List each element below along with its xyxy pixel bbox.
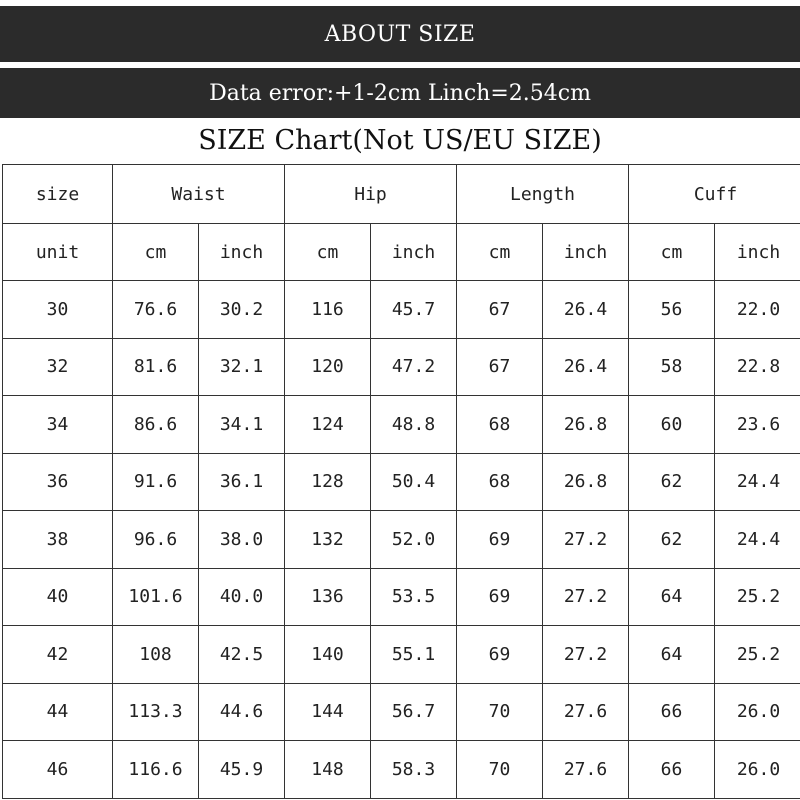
waist-inch-cell: 34.1 (199, 396, 285, 454)
table-row (3, 396, 800, 454)
hip-inch-cell: 52.0 (371, 511, 457, 569)
length-inch-cell: 27.2 (543, 511, 629, 569)
waist-cm-cell: 113.3 (113, 683, 199, 741)
cuff-inch-cell: 25.2 (715, 568, 800, 626)
waist-inch-cell: 42.5 (199, 626, 285, 684)
data-error-banner (0, 66, 800, 118)
unit-cell: cm (113, 224, 199, 281)
about-size-banner (0, 6, 800, 62)
hip-cm-cell: 144 (285, 683, 371, 741)
length-cm-cell: 70 (457, 683, 543, 741)
unit-cell: inch (543, 224, 629, 281)
cuff-inch-cell: 26.0 (715, 741, 800, 799)
hip-inch-cell: 56.7 (371, 683, 457, 741)
length-inch-cell: 27.2 (543, 626, 629, 684)
cuff-cm-cell: 62 (629, 511, 715, 569)
length-inch-cell: 26.8 (543, 396, 629, 454)
hip-inch-cell: 47.2 (371, 338, 457, 396)
cuff-inch-cell: 25.2 (715, 626, 800, 684)
hip-inch-cell: 48.8 (371, 396, 457, 454)
waist-cm-cell: 108 (113, 626, 199, 684)
length-cm-cell: 69 (457, 511, 543, 569)
waist-inch-cell: 32.1 (199, 338, 285, 396)
table-row (3, 683, 800, 741)
length-inch-cell: 26.4 (543, 338, 629, 396)
hip-inch-cell: 45.7 (371, 281, 457, 339)
cuff-inch-cell: 22.0 (715, 281, 800, 339)
waist-inch-cell: 30.2 (199, 281, 285, 339)
waist-cm-cell: 76.6 (113, 281, 199, 339)
waist-group-header: Waist (113, 165, 285, 224)
unit-cell: cm (629, 224, 715, 281)
waist-cm-cell: 116.6 (113, 741, 199, 799)
cuff-cm-cell: 64 (629, 626, 715, 684)
cuff-cm-cell: 64 (629, 568, 715, 626)
unit-cell: cm (285, 224, 371, 281)
waist-inch-cell: 36.1 (199, 453, 285, 511)
size-cell: 30 (3, 281, 113, 339)
cuff-inch-cell: 23.6 (715, 396, 800, 454)
waist-inch-cell: 40.0 (199, 568, 285, 626)
length-inch-cell: 26.4 (543, 281, 629, 339)
table-row (3, 453, 800, 511)
length-cm-cell: 70 (457, 741, 543, 799)
table-row (3, 741, 800, 799)
hip-inch-cell: 50.4 (371, 453, 457, 511)
length-cm-cell: 67 (457, 281, 543, 339)
length-group-header: Length (457, 165, 629, 224)
hip-cm-cell: 140 (285, 626, 371, 684)
size-cell: 36 (3, 453, 113, 511)
hip-inch-cell: 55.1 (371, 626, 457, 684)
table-row (3, 281, 800, 339)
size-cell: 46 (3, 741, 113, 799)
hip-group-header: Hip (285, 165, 457, 224)
size-column-header: size (3, 165, 113, 224)
waist-cm-cell: 81.6 (113, 338, 199, 396)
unit-cell: inch (199, 224, 285, 281)
size-cell: 32 (3, 338, 113, 396)
cuff-cm-cell: 60 (629, 396, 715, 454)
cuff-cm-cell: 56 (629, 281, 715, 339)
hip-inch-cell: 58.3 (371, 741, 457, 799)
size-cell: 38 (3, 511, 113, 569)
size-chart-title: SIZE Chart(Not US/EU SIZE) (198, 124, 602, 156)
unit-cell: inch (715, 224, 800, 281)
waist-inch-cell: 38.0 (199, 511, 285, 569)
unit-cell: inch (371, 224, 457, 281)
length-cm-cell: 68 (457, 453, 543, 511)
waist-inch-cell: 45.9 (199, 741, 285, 799)
cuff-cm-cell: 58 (629, 338, 715, 396)
length-cm-cell: 68 (457, 396, 543, 454)
size-cell: 44 (3, 683, 113, 741)
table-row (3, 338, 800, 396)
cuff-inch-cell: 22.8 (715, 338, 800, 396)
cuff-cm-cell: 66 (629, 683, 715, 741)
data-error-note: Data error:+1-2cm Linch=2.54cm (209, 80, 591, 106)
waist-inch-cell: 44.6 (199, 683, 285, 741)
size-cell: 40 (3, 568, 113, 626)
hip-inch-cell: 53.5 (371, 568, 457, 626)
waist-cm-cell: 96.6 (113, 511, 199, 569)
hip-cm-cell: 116 (285, 281, 371, 339)
size-table (2, 164, 800, 799)
table-row (3, 626, 800, 684)
size-cell: 34 (3, 396, 113, 454)
unit-column-header: unit (3, 224, 113, 281)
unit-header-row (3, 224, 800, 281)
cuff-inch-cell: 24.4 (715, 511, 800, 569)
hip-cm-cell: 128 (285, 453, 371, 511)
length-inch-cell: 27.6 (543, 683, 629, 741)
waist-cm-cell: 86.6 (113, 396, 199, 454)
hip-cm-cell: 136 (285, 568, 371, 626)
cuff-cm-cell: 62 (629, 453, 715, 511)
size-cell: 42 (3, 626, 113, 684)
cuff-inch-cell: 26.0 (715, 683, 800, 741)
hip-cm-cell: 148 (285, 741, 371, 799)
group-header-row (3, 165, 800, 224)
cuff-cm-cell: 66 (629, 741, 715, 799)
length-inch-cell: 27.2 (543, 568, 629, 626)
about-size-title: ABOUT SIZE (324, 21, 476, 47)
length-inch-cell: 26.8 (543, 453, 629, 511)
waist-cm-cell: 101.6 (113, 568, 199, 626)
length-cm-cell: 67 (457, 338, 543, 396)
cuff-inch-cell: 24.4 (715, 453, 800, 511)
length-inch-cell: 27.6 (543, 741, 629, 799)
cuff-group-header: Cuff (629, 165, 800, 224)
hip-cm-cell: 132 (285, 511, 371, 569)
table-row (3, 568, 800, 626)
length-cm-cell: 69 (457, 626, 543, 684)
waist-cm-cell: 91.6 (113, 453, 199, 511)
length-cm-cell: 69 (457, 568, 543, 626)
hip-cm-cell: 124 (285, 396, 371, 454)
unit-cell: cm (457, 224, 543, 281)
table-row (3, 511, 800, 569)
hip-cm-cell: 120 (285, 338, 371, 396)
